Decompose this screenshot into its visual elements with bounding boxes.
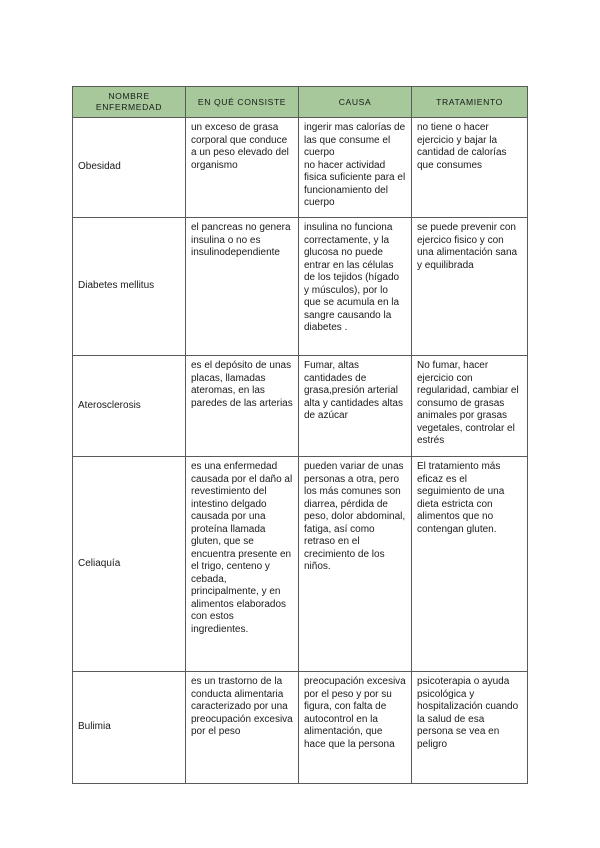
header-tratamiento: TRATAMIENTO (412, 87, 528, 118)
disease-name: Bulimia (73, 672, 186, 784)
header-causa: CAUSA (299, 87, 412, 118)
causa-cell: ingerir mas calorías de las que consume el cuerpo no hacer actividad fisica suficiente para el funcionamiento del cuerpo (299, 118, 412, 218)
causa-cell: Fumar, altas cantidades de grasa,presión arterial alta y cantidades altas de azúcar (299, 356, 412, 457)
table-row (73, 118, 528, 218)
disease-name: Celiaquía (73, 457, 186, 672)
disease-table (72, 86, 528, 784)
causa-cell: pueden variar de unas personas a otra, pero los más comunes son diarrea, pérdida de peso, dolor abdominal, fatiga, así como retraso en el crecimiento de los niños. (299, 457, 412, 672)
tratamiento-cell: El tratamiento más eficaz es el seguimiento de una dieta estricta con alimentos que no contengan gluten. (412, 457, 528, 672)
disease-name: Aterosclerosis (73, 356, 186, 457)
disease-name: Obesidad (73, 118, 186, 218)
header-row (73, 87, 528, 118)
table-row (73, 356, 528, 457)
tratamiento-cell: No fumar, hacer ejercicio con regularidad, cambiar el consumo de grasas animales por grasas vegetales, controlar el estrés (412, 356, 528, 457)
consiste-cell: un exceso de grasa corporal que conduce a un peso elevado del organismo (186, 118, 299, 218)
consiste-cell: es el depósito de unas placas, llamadas ateromas, en las paredes de las arterias (186, 356, 299, 457)
tratamiento-cell: no tiene o hacer ejercicio y bajar la cantidad de calorías que consumes (412, 118, 528, 218)
table-row (73, 218, 528, 356)
disease-name: Diabetes mellitus (73, 218, 186, 356)
table-row (73, 457, 528, 672)
consiste-cell: es una enfermedad causada por el daño al revestimiento del intestino delgado causada por una proteína llamada gluten, que se encuentra presente en el trigo, centeno y cebada, principalmente, y en alimentos elaborados con estos ingredientes. (186, 457, 299, 672)
tratamiento-cell: psicoterapia o ayuda psicológica y hospitalización cuando la salud de esa persona se vea en peligro (412, 672, 528, 784)
tratamiento-cell: se puede prevenir con ejercico fisico y con una alimentación sana y equilibrada (412, 218, 528, 356)
header-nombre-enfermedad: NOMBRE ENFERMEDAD (73, 87, 186, 118)
header-en-que-consiste: EN QUÉ CONSISTE (186, 87, 299, 118)
consiste-cell: el pancreas no genera insulina o no es insulinodependiente (186, 218, 299, 356)
causa-cell: insulina no funciona correctamente, y la glucosa no puede entrar en las células de los tejidos (hígado y músculos), por lo que se acumula en la sangre causando la diabetes . (299, 218, 412, 356)
causa-cell: preocupación excesiva por el peso y por su figura, con falta de autocontrol en la alimentación, que hace que la persona (299, 672, 412, 784)
table-row (73, 672, 528, 784)
consiste-cell: es un trastorno de la conducta alimentaria caracterizado por una preocupación excesiva por el peso (186, 672, 299, 784)
